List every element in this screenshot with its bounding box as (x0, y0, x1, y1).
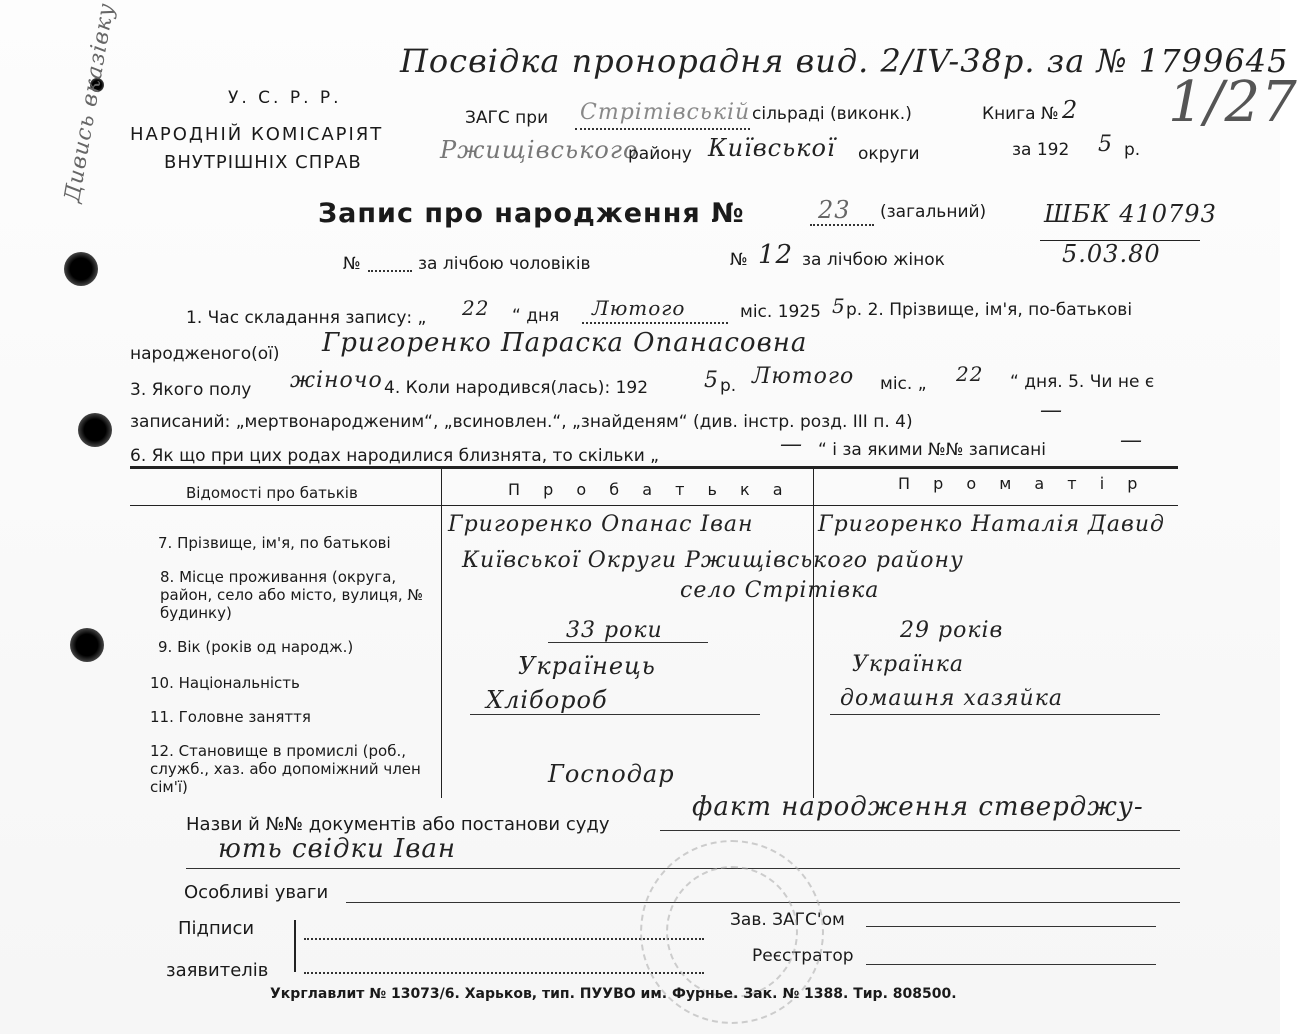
okruga-name: Київської (708, 134, 836, 162)
mother-name: Григоренко Наталія Давид (818, 512, 1165, 537)
documents-label: Назви й №№ документів або постанови суду (186, 814, 610, 835)
zags-village-line (575, 128, 750, 130)
registrar-signature-line (866, 964, 1156, 965)
record-day: 22 (462, 296, 490, 320)
row-label-age: 9. Вік (років од народж.) (158, 638, 354, 656)
women-prefix: № (730, 250, 748, 270)
birth-year-digit: 5 (704, 368, 719, 393)
col2-header: П р о б а т ь к а (508, 480, 792, 499)
table-col-divider-1 (441, 466, 442, 798)
men-number-line (368, 270, 412, 272)
district-name: Ржищівського (440, 136, 639, 164)
twins-numbers: — (1120, 428, 1143, 453)
men-prefix: № (343, 254, 361, 274)
line2-text-a: народженого(ої) (130, 344, 280, 364)
child-full-name: Григоренко Параска Опанасовна (322, 328, 808, 358)
father-name: Григоренко Опанас Іван (448, 512, 754, 537)
record-number-line (810, 224, 874, 226)
registrar-label: Реєстратор (752, 946, 854, 966)
line3-text-b: 4. Коли народився(лась): 192 (384, 378, 649, 398)
col1-header: Відомості про батьків (186, 484, 358, 502)
district-label: району (628, 144, 692, 164)
record-number: 23 (818, 196, 851, 224)
documents-line-1 (660, 830, 1180, 831)
table-header-line (130, 505, 1178, 506)
twins-count: — (780, 432, 803, 457)
father-age: 33 роки (566, 618, 663, 643)
official-round-stamp-inner (666, 866, 798, 998)
archive-date: 5.03.80 (1062, 240, 1161, 268)
handwritten-certificate-note: Посвідка пронорадня вид. 2/IV-38р. за № 1799645 (400, 42, 1289, 80)
line1-text-b: “ дня (512, 306, 560, 326)
commissariat-line1: НАРОДНІЙ КОМІСАРІЯТ (130, 124, 384, 145)
row-label-surname: 7. Прізвище, ім'я, по батькові (158, 534, 391, 552)
line3-text-d: міс. „ (880, 374, 927, 394)
table-top-line (130, 466, 1178, 469)
line5-text-b: “ і за якими №№ записані (818, 440, 1047, 460)
documents-text-1: факт народження стверджу- (692, 792, 1144, 822)
mother-residence: село Стрітівка (680, 578, 880, 603)
birth-month: Лютого (752, 364, 855, 389)
binder-hole (78, 413, 112, 447)
women-label: за лічбою жінок (802, 250, 945, 270)
signatures-label: Підписи (178, 918, 255, 939)
line1-text-d: р. 2. Прізвище, ім'я, по-батькові (846, 300, 1133, 320)
row-label-occupation: 11. Головне заняття (150, 708, 311, 726)
row-label-residence: 8. Місце проживання (округа, район, село або місто, вулиця, № будинку) (160, 568, 423, 622)
signature-line-2 (304, 972, 704, 974)
line4-text: записаний: „мертвонародженим“, „всиновлен.“, „знайденям“ (див. інстр. розд. III п. 4) (130, 412, 913, 432)
father-status: Господар (548, 760, 675, 788)
binder-hole (64, 252, 98, 286)
zags-suffix: сільраді (виконк.) (752, 104, 912, 124)
head-of-zags-label: Зав. ЗАГС'ом (730, 910, 845, 930)
documents-text-2: ють свідки Іван (218, 834, 457, 864)
mother-occupation: домашня хазяйка (840, 686, 1063, 711)
corner-mark: 1/27 (1168, 70, 1298, 135)
line3-text-a: 3. Якого полу (130, 380, 252, 400)
birth-day: 22 (956, 362, 984, 386)
line1-text-a: 1. Час складання запису: „ (186, 308, 427, 328)
republic-abbrev: У. С. Р. Р. (228, 88, 342, 108)
book-number: 2 (1062, 96, 1079, 124)
record-general: (загальний) (880, 202, 987, 222)
row-label-nationality: 10. Національність (150, 674, 300, 692)
line3-text-c: р. (720, 376, 737, 396)
special-notes-label: Особливі уваги (184, 882, 329, 903)
mother-nationality: Українка (852, 652, 965, 677)
father-nationality: Українець (518, 652, 656, 680)
year-prefix: за 192 (1012, 140, 1070, 160)
table-col-divider-2 (813, 466, 814, 798)
father-residence: Київської Округи Ржищівського району (462, 548, 964, 573)
col3-header: П р о м а т і р (898, 474, 1147, 493)
applicants-label: заявителів (166, 960, 269, 981)
line4-dash: — (1040, 398, 1063, 423)
father-occupation-line (470, 714, 760, 715)
father-age-line (548, 642, 708, 643)
record-month-line (582, 322, 728, 324)
book-label: Книга № (982, 104, 1059, 124)
women-number: 12 (758, 240, 794, 270)
father-occupation: Хлібороб (486, 686, 608, 714)
row-label-status: 12. Становище в промислі (роб., служб., хаз. або допоміжний член сім'ї) (150, 742, 421, 796)
binder-hole (70, 628, 104, 662)
signature-bracket (294, 920, 296, 972)
year-digit: 5 (1098, 132, 1113, 157)
child-sex: жіночо (290, 368, 383, 393)
year-suffix: р. (1124, 140, 1141, 160)
zags-prefix: ЗАГС при (465, 108, 549, 128)
line5-text-a: 6. Як що при цих родах народилися близнята, то скільки „ (130, 446, 659, 466)
head-signature-line (866, 926, 1156, 927)
zags-village: Стрітівській (580, 100, 751, 125)
archive-code: ШБК 410793 (1044, 200, 1217, 228)
mother-age: 29 років (900, 618, 1004, 643)
record-month: Лютого (592, 296, 686, 320)
men-label: за лічбою чоловіків (418, 254, 591, 274)
mother-occupation-line (830, 714, 1160, 715)
margin-note: Дивись вказівку (60, 0, 120, 205)
okruga-label: округи (858, 144, 920, 164)
line3-text-e: “ дня. 5. Чи не є (1010, 372, 1155, 392)
record-year-digit: 5 (832, 294, 846, 318)
printer-imprint: Укрглавлит № 13073/6. Харьков, тип. ПУУВО им. Фурнье. Зак. № 1388. Тир. 808500. (270, 986, 957, 1002)
commissariat-line2: ВНУТРІШНІХ СПРАВ (164, 152, 362, 173)
record-title: Запис про народження № (318, 198, 745, 229)
line1-text-c: міс. 1925 (740, 302, 821, 322)
